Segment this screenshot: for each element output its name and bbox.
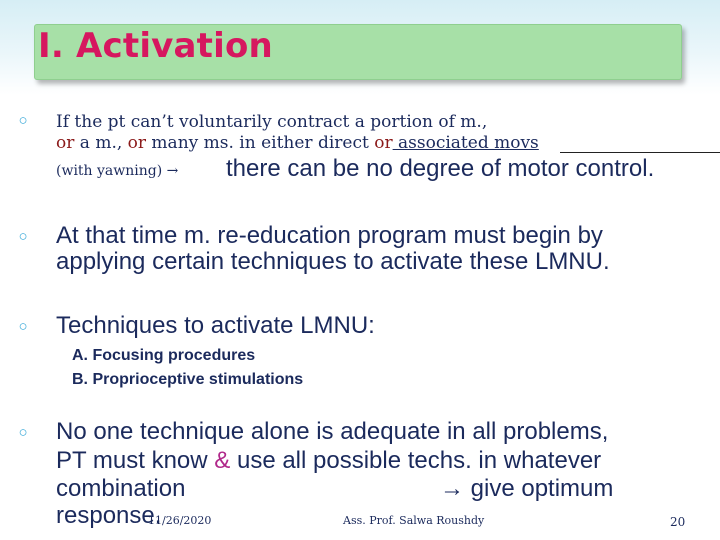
bullet1-line2-c: associated movs (392, 133, 539, 153)
bullet1-line2 (56, 133, 539, 153)
bullet4-line1: No one technique alone is adequate in all problems, (56, 418, 609, 445)
or-word: or (127, 133, 147, 153)
or-word: or (374, 133, 393, 153)
bullet2-line2: applying certain techniques to activate these LMNU. (56, 248, 610, 275)
bullet-icon: ○ (18, 318, 28, 335)
bullet4-line3-a: combination (56, 475, 186, 502)
subitem-a: A. Focusing procedures (72, 347, 256, 364)
bullet-icon: ○ (18, 424, 28, 441)
bullet4-line2-b: use all possible techs. in whatever (230, 447, 602, 474)
bullet1-line3-small: (with yawning) → (56, 163, 179, 179)
bullet1-line2-b: many ms. in either direct (146, 133, 375, 153)
bullet4-line2-a: PT must know (56, 447, 215, 474)
bullet-icon: ○ (18, 228, 28, 245)
bullet3-line1: Techniques to activate LMNU: (56, 312, 375, 339)
bullet1-line1: If the pt can’t voluntarily contract a portion of m., (56, 112, 488, 132)
bullet-icon: ○ (18, 112, 28, 129)
ampersand: & (214, 447, 231, 474)
or-word: or (56, 133, 75, 153)
slide-title: I. Activation (38, 26, 273, 66)
bullet4-line3-b: → give optimum (440, 475, 614, 502)
footer-date: 11/26/2020 (148, 514, 212, 527)
bullet2-line1: At that time m. re-education program must begin by (56, 222, 603, 249)
bullet4-line4: response. (56, 502, 162, 529)
footer-author: Ass. Prof. Salwa Roushdy (343, 514, 485, 527)
underline-extension (560, 152, 720, 153)
bullet1-line3-main: there can be no degree of motor control. (226, 155, 655, 182)
bullet4-line2 (56, 448, 601, 474)
bullet1-line2-a: a m., (74, 133, 128, 153)
page-number: 20 (670, 515, 686, 529)
subitem-b: B. Proprioceptive stimulations (72, 371, 304, 388)
